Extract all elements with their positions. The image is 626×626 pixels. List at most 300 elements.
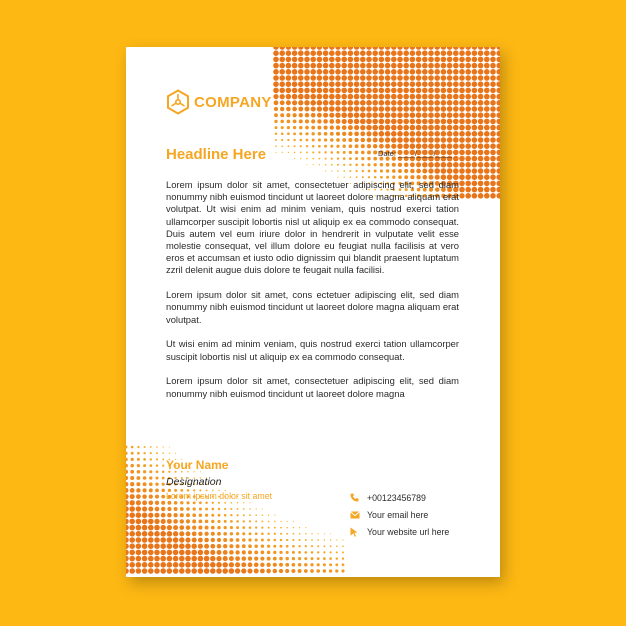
halftone-dot bbox=[305, 107, 310, 112]
halftone-dot bbox=[403, 63, 409, 69]
halftone-dot bbox=[459, 63, 465, 69]
halftone-dot bbox=[335, 69, 341, 75]
halftone-dot bbox=[331, 170, 332, 171]
halftone-dot bbox=[323, 75, 329, 81]
halftone-dot bbox=[478, 150, 484, 156]
halftone-dot bbox=[130, 500, 135, 505]
halftone-dot bbox=[323, 545, 325, 547]
halftone-dot bbox=[136, 512, 142, 518]
halftone-dot bbox=[211, 520, 214, 523]
halftone-dot bbox=[148, 513, 153, 518]
halftone-dot bbox=[478, 94, 484, 100]
halftone-dot bbox=[312, 139, 315, 142]
halftone-dot bbox=[323, 100, 329, 106]
halftone-dot bbox=[211, 532, 215, 536]
halftone-dot bbox=[281, 132, 284, 135]
halftone-dot bbox=[465, 119, 471, 125]
halftone-dot bbox=[354, 69, 360, 75]
halftone-dot bbox=[305, 126, 309, 130]
halftone-dot bbox=[305, 132, 308, 135]
halftone-dot bbox=[142, 525, 148, 531]
halftone-dot bbox=[416, 125, 422, 131]
halftone-dot bbox=[212, 502, 214, 504]
halftone-dot bbox=[367, 163, 370, 166]
halftone-dot bbox=[341, 63, 347, 69]
halftone-dot bbox=[286, 113, 290, 117]
halftone-dot bbox=[292, 557, 295, 560]
halftone-dot bbox=[335, 50, 341, 56]
halftone-dot bbox=[317, 63, 323, 69]
halftone-dot bbox=[310, 94, 316, 100]
halftone-dot bbox=[317, 539, 319, 541]
halftone-dot bbox=[267, 557, 271, 561]
halftone-dot bbox=[434, 47, 440, 50]
halftone-dot bbox=[459, 57, 465, 63]
halftone-dot bbox=[392, 169, 396, 173]
halftone-dot bbox=[348, 125, 353, 130]
halftone-dot bbox=[142, 531, 148, 537]
halftone-dot bbox=[230, 520, 233, 523]
halftone-dot bbox=[248, 544, 252, 548]
halftone-dot bbox=[273, 551, 276, 554]
halftone-dot bbox=[348, 132, 352, 136]
halftone-dot bbox=[142, 537, 148, 543]
halftone-dot bbox=[292, 551, 295, 554]
halftone-dot bbox=[230, 508, 232, 510]
halftone-dot bbox=[317, 100, 323, 106]
halftone-dot bbox=[441, 119, 447, 125]
halftone-dot bbox=[167, 556, 173, 562]
halftone-dot bbox=[465, 150, 471, 156]
halftone-dot bbox=[337, 157, 339, 159]
halftone-dot bbox=[336, 539, 337, 540]
halftone-dot bbox=[447, 81, 453, 87]
halftone-dot bbox=[348, 138, 352, 142]
halftone-dot bbox=[173, 556, 179, 562]
halftone-dot bbox=[372, 88, 378, 94]
halftone-dot bbox=[218, 514, 221, 517]
halftone-dot bbox=[379, 100, 385, 106]
halftone-dot bbox=[355, 157, 358, 160]
halftone-dot bbox=[192, 525, 196, 529]
halftone-dot bbox=[380, 163, 384, 167]
halftone-dot bbox=[211, 538, 215, 542]
halftone-dot bbox=[337, 177, 338, 178]
halftone-dot bbox=[373, 144, 378, 149]
halftone-dot bbox=[453, 57, 459, 63]
halftone-dot bbox=[280, 100, 285, 105]
halftone-dot bbox=[274, 527, 276, 529]
halftone-dot bbox=[496, 94, 500, 100]
halftone-dot bbox=[292, 545, 295, 548]
halftone-dot bbox=[366, 69, 372, 75]
halftone-dot bbox=[179, 537, 184, 542]
halftone-dot bbox=[349, 164, 351, 166]
halftone-dot bbox=[248, 550, 252, 554]
halftone-dot bbox=[472, 150, 478, 156]
halftone-dot bbox=[192, 544, 197, 549]
halftone-dot bbox=[379, 144, 384, 149]
halftone-dot bbox=[496, 69, 500, 75]
halftone-dot bbox=[298, 88, 304, 94]
halftone-dot bbox=[288, 152, 289, 153]
halftone-dot bbox=[180, 501, 183, 504]
halftone-dot bbox=[447, 94, 453, 100]
halftone-dot bbox=[422, 50, 428, 56]
contact-email bbox=[350, 506, 449, 523]
halftone-dot bbox=[324, 533, 325, 534]
halftone-dot bbox=[279, 75, 285, 81]
halftone-dot bbox=[198, 544, 203, 549]
halftone-dot bbox=[490, 137, 496, 143]
halftone-dot bbox=[342, 551, 344, 553]
halftone-dot bbox=[360, 47, 366, 50]
halftone-dot bbox=[459, 143, 465, 149]
halftone-dot bbox=[254, 556, 258, 560]
halftone-dot bbox=[341, 569, 344, 572]
halftone-dot bbox=[349, 144, 353, 148]
halftone-dot bbox=[281, 126, 284, 129]
halftone-dot bbox=[286, 69, 292, 75]
halftone-dot bbox=[478, 131, 484, 137]
halftone-dot bbox=[472, 112, 478, 118]
halftone-dot bbox=[137, 464, 140, 467]
halftone-dot bbox=[224, 526, 227, 529]
halftone-dot bbox=[416, 112, 422, 118]
halftone-dot bbox=[255, 514, 257, 516]
halftone-dot bbox=[280, 120, 284, 124]
halftone-dot bbox=[484, 81, 490, 87]
halftone-dot bbox=[447, 106, 453, 112]
halftone-dot bbox=[329, 69, 335, 75]
halftone-dot bbox=[354, 50, 360, 56]
halftone-dot bbox=[167, 519, 172, 524]
halftone-dot bbox=[310, 69, 316, 75]
halftone-dot bbox=[478, 81, 484, 87]
halftone-dot bbox=[366, 63, 372, 69]
halftone-dot bbox=[191, 556, 197, 562]
halftone-dot bbox=[403, 50, 409, 56]
contact-website bbox=[350, 523, 449, 540]
halftone-dot bbox=[459, 119, 465, 125]
halftone-dot bbox=[391, 112, 397, 118]
halftone-dot bbox=[459, 162, 465, 168]
halftone-dot bbox=[236, 538, 240, 542]
halftone-dot bbox=[160, 543, 166, 549]
halftone-dot bbox=[280, 94, 285, 99]
halftone-dot bbox=[216, 556, 221, 561]
halftone-dot bbox=[169, 447, 170, 448]
halftone-dot bbox=[173, 531, 178, 536]
halftone-dot bbox=[299, 119, 303, 123]
halftone-dot bbox=[286, 88, 292, 94]
halftone-dot bbox=[275, 152, 276, 153]
halftone-dot bbox=[441, 63, 447, 69]
halftone-dot bbox=[286, 551, 289, 554]
halftone-dot bbox=[472, 47, 478, 50]
halftone-dot bbox=[160, 556, 166, 562]
halftone-dot bbox=[447, 119, 453, 125]
halftone-dot bbox=[362, 170, 364, 172]
halftone-dot bbox=[241, 562, 246, 567]
halftone-dot bbox=[224, 502, 226, 504]
halftone-dot bbox=[337, 164, 339, 166]
halftone-dot bbox=[236, 520, 239, 523]
halftone-dot bbox=[273, 69, 279, 75]
halftone-dot bbox=[335, 569, 338, 572]
halftone-dot bbox=[330, 545, 332, 547]
halftone-dot bbox=[472, 193, 478, 199]
halftone-dot bbox=[191, 562, 197, 568]
envelope-icon bbox=[350, 511, 367, 519]
halftone-dot bbox=[490, 119, 496, 125]
halftone-dot bbox=[465, 187, 471, 193]
halftone-dot bbox=[305, 527, 306, 528]
halftone-dot bbox=[130, 488, 135, 493]
halftone-dot bbox=[478, 112, 484, 118]
halftone-dot bbox=[428, 112, 434, 118]
halftone-dot bbox=[162, 452, 164, 454]
halftone-dot bbox=[205, 508, 208, 511]
halftone-dot bbox=[447, 63, 453, 69]
halftone-dot bbox=[325, 170, 326, 171]
halftone-dot bbox=[192, 537, 197, 542]
halftone-dot bbox=[173, 525, 178, 530]
halftone-dot bbox=[360, 112, 366, 118]
halftone-dot bbox=[403, 106, 409, 112]
halftone-dot bbox=[311, 113, 316, 118]
halftone-dot bbox=[410, 106, 416, 112]
halftone-dot bbox=[304, 47, 310, 50]
halftone-dot bbox=[292, 100, 297, 105]
halftone-dot bbox=[317, 47, 323, 50]
halftone-dot bbox=[148, 531, 154, 537]
halftone-dot bbox=[329, 63, 335, 69]
halftone-dot bbox=[472, 168, 478, 174]
halftone-dot bbox=[223, 544, 227, 548]
halftone-dot bbox=[274, 533, 276, 535]
halftone-dot bbox=[126, 494, 129, 499]
halftone-dot bbox=[261, 533, 264, 536]
halftone-dot bbox=[453, 131, 459, 137]
halftone-dot bbox=[428, 50, 434, 56]
halftone-dot bbox=[447, 112, 453, 118]
halftone-dot bbox=[179, 525, 184, 530]
halftone-dot bbox=[304, 50, 310, 56]
date-field: Date: ____/____/____ bbox=[378, 149, 453, 158]
halftone-dot bbox=[161, 495, 165, 499]
halftone-dot bbox=[175, 453, 176, 454]
halftone-dot bbox=[267, 539, 270, 542]
halftone-dot bbox=[453, 88, 459, 94]
halftone-dot bbox=[292, 81, 298, 87]
halftone-dot bbox=[434, 75, 440, 81]
halftone-dot bbox=[343, 157, 346, 160]
halftone-dot bbox=[311, 557, 314, 560]
halftone-dot bbox=[496, 125, 500, 131]
halftone-dot bbox=[447, 69, 453, 75]
halftone-dot bbox=[156, 452, 158, 454]
halftone-dot bbox=[422, 63, 428, 69]
halftone-dot bbox=[260, 563, 264, 567]
halftone-dot bbox=[453, 69, 459, 75]
halftone-dot bbox=[179, 550, 185, 556]
halftone-dot bbox=[199, 513, 202, 516]
halftone-dot bbox=[422, 131, 428, 137]
halftone-dot bbox=[416, 137, 422, 143]
halftone-dot bbox=[204, 532, 208, 536]
halftone-dot bbox=[286, 57, 292, 63]
halftone-dot bbox=[323, 557, 326, 560]
halftone-dot bbox=[379, 94, 385, 100]
halftone-dot bbox=[391, 131, 397, 137]
halftone-dot bbox=[293, 521, 294, 522]
halftone-dot bbox=[324, 126, 328, 130]
halftone-dot bbox=[148, 519, 154, 525]
halftone-dot bbox=[312, 158, 314, 160]
halftone-dot bbox=[490, 193, 496, 199]
halftone-dot bbox=[478, 75, 484, 81]
halftone-dot bbox=[484, 168, 490, 174]
halftone-dot bbox=[186, 531, 191, 536]
halftone-dot bbox=[273, 569, 278, 574]
halftone-dot bbox=[367, 138, 372, 143]
halftone-dot bbox=[279, 69, 285, 75]
halftone-dot bbox=[267, 551, 271, 555]
halftone-dot bbox=[204, 538, 209, 543]
halftone-dot bbox=[348, 88, 354, 94]
halftone-dot bbox=[143, 458, 146, 461]
halftone-dot bbox=[496, 181, 500, 187]
halftone-dot bbox=[185, 550, 191, 556]
halftone-dot bbox=[142, 556, 148, 562]
halftone-dot bbox=[453, 81, 459, 87]
halftone-dot bbox=[318, 138, 321, 141]
halftone-dot bbox=[472, 137, 478, 143]
halftone-dot bbox=[490, 181, 496, 187]
halftone-dot bbox=[379, 131, 385, 137]
halftone-dot bbox=[274, 120, 277, 123]
halftone-dot bbox=[161, 507, 165, 511]
halftone-dot bbox=[161, 501, 165, 505]
halftone-dot bbox=[317, 563, 320, 566]
halftone-dot bbox=[404, 169, 408, 173]
halftone-dot bbox=[286, 75, 292, 81]
halftone-dot bbox=[356, 170, 358, 172]
halftone-dot bbox=[361, 151, 365, 155]
halftone-dot bbox=[148, 543, 154, 549]
halftone-dot bbox=[459, 112, 465, 118]
halftone-dot bbox=[434, 100, 440, 106]
halftone-dot bbox=[484, 125, 490, 131]
halftone-dot bbox=[261, 520, 263, 522]
halftone-dot bbox=[341, 112, 347, 118]
halftone-dot bbox=[298, 563, 302, 567]
halftone-dot bbox=[441, 162, 447, 168]
halftone-dot bbox=[496, 112, 500, 118]
halftone-dot bbox=[273, 88, 279, 94]
halftone-dot bbox=[126, 543, 129, 549]
halftone-dot bbox=[403, 112, 409, 118]
halftone-dot bbox=[317, 50, 323, 56]
halftone-dot bbox=[198, 568, 204, 574]
halftone-dot bbox=[293, 120, 297, 124]
halftone-dot bbox=[154, 568, 160, 574]
halftone-dot bbox=[261, 539, 264, 542]
halftone-dot bbox=[304, 551, 307, 554]
halftone-dot bbox=[490, 162, 496, 168]
halftone-dot bbox=[304, 569, 308, 573]
halftone-dot bbox=[136, 476, 140, 480]
halftone-dot bbox=[379, 50, 385, 56]
halftone-dot bbox=[484, 63, 490, 69]
halftone-dot bbox=[416, 131, 422, 137]
halftone-dot bbox=[143, 476, 147, 480]
halftone-dot bbox=[379, 112, 385, 118]
halftone-dot bbox=[287, 132, 290, 135]
halftone-dot bbox=[136, 568, 142, 574]
halftone-dot bbox=[385, 50, 391, 56]
halftone-dot bbox=[130, 476, 134, 480]
halftone-dot bbox=[385, 69, 391, 75]
halftone-dot bbox=[335, 113, 340, 118]
halftone-dot bbox=[243, 508, 245, 510]
halftone-dot bbox=[336, 551, 338, 553]
halftone-dot bbox=[354, 100, 360, 106]
halftone-dot bbox=[300, 152, 302, 154]
halftone-dot bbox=[186, 519, 190, 523]
halftone-dot bbox=[341, 100, 347, 106]
halftone-dot bbox=[428, 57, 434, 63]
halftone-dot bbox=[434, 88, 440, 94]
halftone-dot bbox=[279, 63, 285, 69]
halftone-dot bbox=[148, 562, 154, 568]
halftone-dot bbox=[484, 156, 490, 162]
halftone-dot bbox=[428, 100, 434, 106]
halftone-dot bbox=[273, 75, 279, 81]
halftone-dot bbox=[453, 162, 459, 168]
halftone-dot bbox=[304, 69, 310, 75]
halftone-dot bbox=[341, 94, 347, 100]
halftone-dot bbox=[465, 63, 471, 69]
halftone-dot bbox=[428, 47, 434, 50]
halftone-dot bbox=[484, 187, 490, 193]
halftone-dot bbox=[287, 120, 291, 124]
halftone-dot bbox=[379, 81, 385, 87]
halftone-dot bbox=[167, 513, 172, 518]
halftone-dot bbox=[204, 544, 209, 549]
halftone-dot bbox=[292, 57, 298, 63]
halftone-dot bbox=[329, 88, 335, 94]
halftone-dot bbox=[318, 158, 320, 160]
halftone-dot bbox=[453, 168, 459, 174]
halftone-dot bbox=[350, 176, 352, 178]
halftone-dot bbox=[280, 521, 281, 522]
halftone-dot bbox=[162, 458, 164, 460]
halftone-dot bbox=[126, 446, 127, 449]
halftone-dot bbox=[416, 169, 421, 174]
halftone-dot bbox=[349, 157, 352, 160]
halftone-dot bbox=[496, 119, 500, 125]
halftone-dot bbox=[163, 446, 164, 447]
halftone-dot bbox=[361, 138, 365, 142]
halftone-dot bbox=[173, 550, 179, 556]
halftone-dot bbox=[372, 47, 378, 50]
halftone-dot bbox=[280, 107, 284, 111]
halftone-dot bbox=[348, 112, 354, 118]
halftone-dot bbox=[162, 477, 165, 480]
halftone-dot bbox=[379, 69, 385, 75]
